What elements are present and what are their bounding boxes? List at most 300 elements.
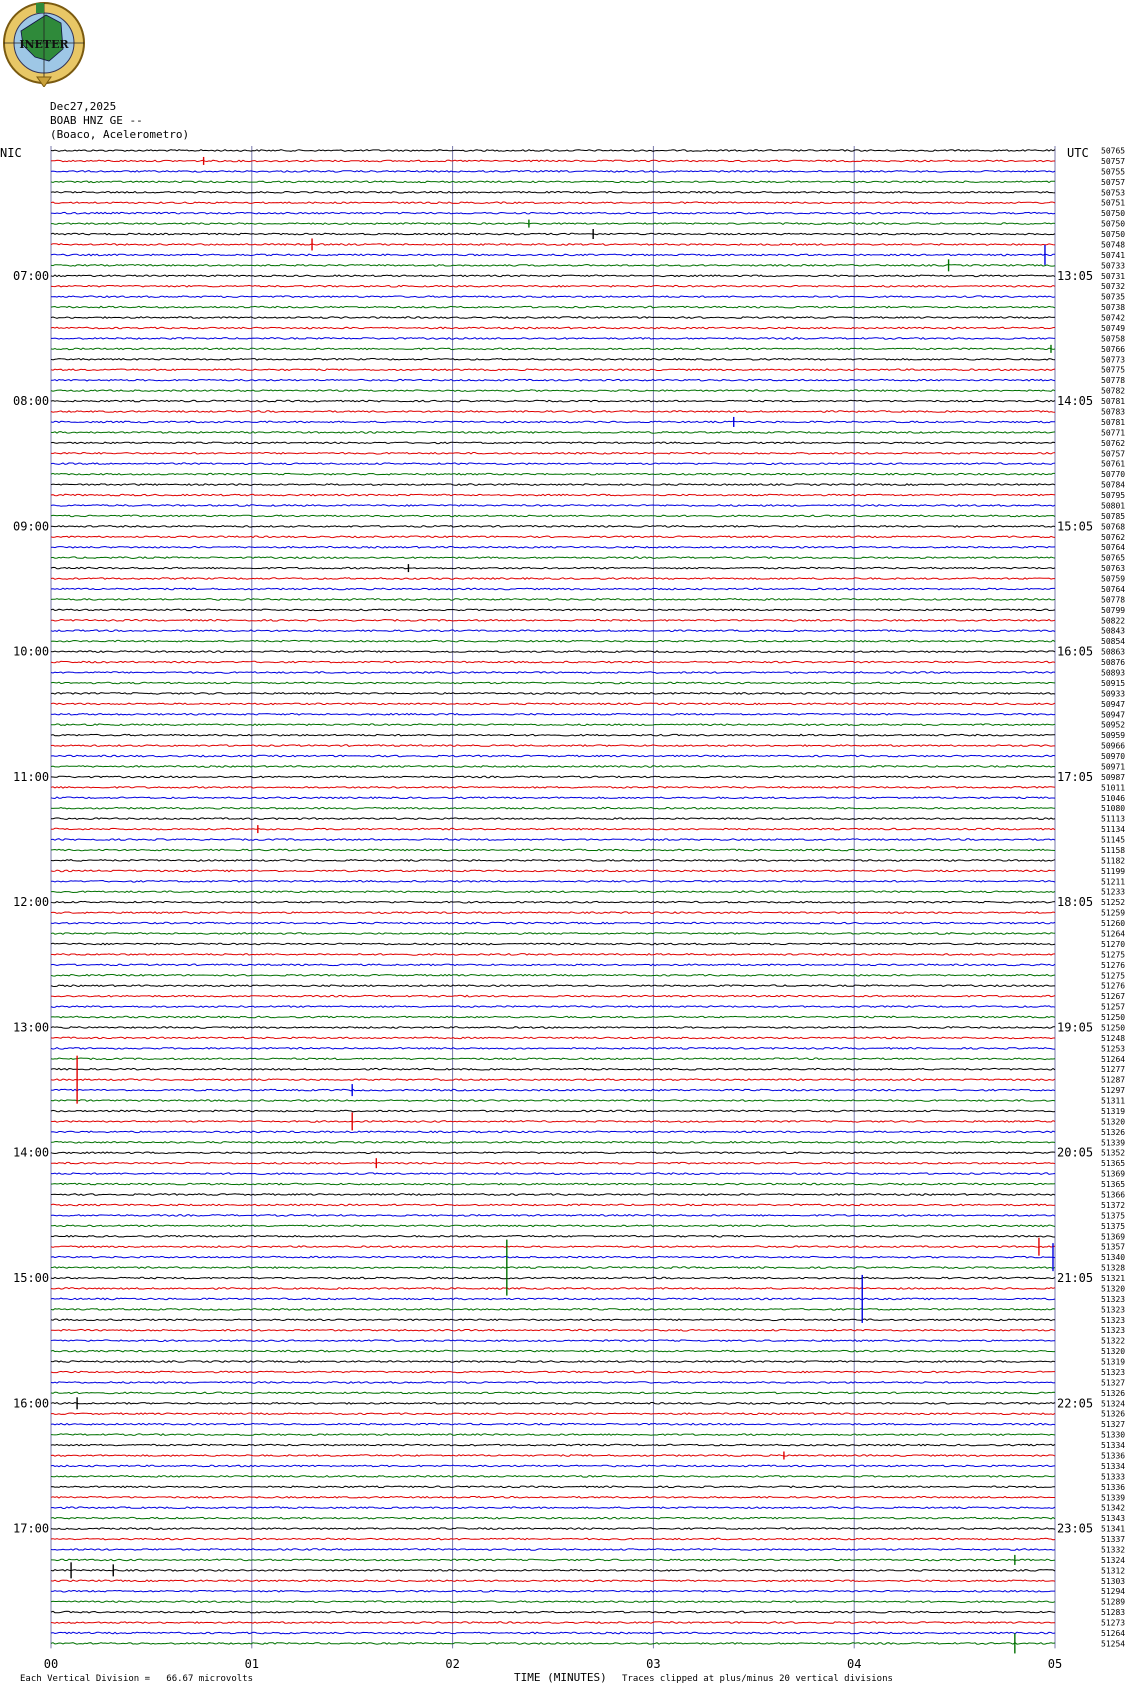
trace-row [51, 1434, 1055, 1436]
left-time-label: 08:00 [13, 394, 50, 409]
trace-row [51, 1611, 1055, 1613]
row-value: 51365 [1101, 1159, 1126, 1169]
row-value: 50947 [1101, 699, 1126, 709]
row-value: 51341 [1101, 1524, 1126, 1534]
trace-row [51, 1371, 1055, 1373]
trace-row [51, 171, 1055, 173]
x-axis-label: TIME (MINUTES) [514, 1671, 607, 1684]
trace-row [51, 1559, 1055, 1561]
left-time-label: 07:00 [13, 268, 50, 283]
trace-row [51, 1058, 1055, 1060]
row-value: 50755 [1101, 167, 1126, 177]
trace-row [51, 1183, 1055, 1185]
trace-row [51, 442, 1055, 444]
trace-row [51, 369, 1055, 371]
trace-row [51, 1225, 1055, 1227]
trace-row [51, 828, 1055, 830]
trace-row [51, 411, 1055, 413]
trace-row [51, 1079, 1055, 1081]
row-value: 50971 [1101, 762, 1126, 772]
trace-row [51, 1110, 1055, 1112]
row-value: 51327 [1101, 1378, 1126, 1388]
seismic-traces [51, 150, 1055, 1645]
left-time-label: 10:00 [13, 644, 50, 659]
trace-row [51, 505, 1055, 507]
row-value: 50799 [1101, 605, 1126, 615]
right-timezone-label: UTC [1067, 146, 1089, 160]
trace-row [51, 787, 1055, 789]
trace-row [51, 870, 1055, 872]
left-time-label: 15:00 [13, 1271, 50, 1286]
trace-row [51, 160, 1055, 162]
trace-row [51, 630, 1055, 632]
row-value: 51211 [1101, 877, 1126, 887]
right-time-label: 21:05 [1057, 1271, 1094, 1286]
trace-row [51, 693, 1055, 695]
row-value: 51334 [1101, 1461, 1126, 1471]
trace-row [51, 1194, 1055, 1196]
location-label: (Boaco, Acelerometro) [50, 128, 190, 141]
row-value: 50765 [1101, 553, 1126, 563]
trace-row [51, 285, 1055, 287]
trace-row [51, 1027, 1055, 1029]
trace-row [51, 348, 1055, 350]
left-time-label: 14:00 [13, 1145, 50, 1160]
seismic-events [71, 157, 1053, 1653]
trace-row [51, 661, 1055, 663]
row-value: 50915 [1101, 678, 1126, 688]
row-value: 50966 [1101, 741, 1126, 751]
row-value: 50854 [1101, 637, 1126, 647]
trace-row [51, 233, 1055, 235]
trace-row [51, 192, 1055, 194]
trace-row [51, 1350, 1055, 1352]
row-value: 50843 [1101, 626, 1126, 636]
row-value: 51320 [1101, 1347, 1126, 1357]
row-value: 51343 [1101, 1514, 1126, 1524]
row-value: 51158 [1101, 845, 1126, 855]
trace-row [51, 776, 1055, 778]
trace-row [51, 1256, 1055, 1258]
row-value: 51294 [1101, 1587, 1126, 1597]
clip-text: Traces clipped at plus/minus 20 vertical divisions [622, 1674, 893, 1684]
trace-row [51, 1361, 1055, 1363]
row-value: 51233 [1101, 887, 1126, 897]
trace-row [51, 849, 1055, 851]
row-value: 51365 [1101, 1180, 1126, 1190]
trace-row [51, 1236, 1055, 1238]
right-time-label: 19:05 [1057, 1020, 1094, 1035]
row-value: 50748 [1101, 240, 1126, 250]
row-value: 51267 [1101, 992, 1126, 1002]
row-value: 50738 [1101, 303, 1126, 313]
trace-row [51, 734, 1055, 736]
trace-row [51, 1528, 1055, 1530]
x-tick-label: 00 [43, 1657, 59, 1671]
trace-row [51, 1319, 1055, 1321]
trace-row [51, 1392, 1055, 1394]
row-value: 51319 [1101, 1106, 1126, 1116]
trace-row [51, 766, 1055, 768]
trace-row [51, 1068, 1055, 1070]
trace-row [51, 1142, 1055, 1144]
right-time-label: 14:05 [1057, 394, 1094, 409]
row-value: 51283 [1101, 1608, 1126, 1618]
trace-row [51, 244, 1055, 246]
trace-row [51, 745, 1055, 747]
trace-row [51, 181, 1055, 183]
row-value: 51321 [1101, 1274, 1126, 1284]
trace-row [51, 651, 1055, 653]
row-value: 50876 [1101, 658, 1126, 668]
row-value: 50785 [1101, 511, 1126, 521]
trace-row [51, 338, 1055, 340]
trace-row [51, 901, 1055, 903]
trace-row [51, 359, 1055, 361]
row-value: 50775 [1101, 365, 1126, 375]
left-time-label: 09:00 [13, 519, 50, 534]
trace-row [51, 682, 1055, 684]
trace-row [51, 1204, 1055, 1206]
trace-row [51, 1267, 1055, 1269]
trace-row [51, 1100, 1055, 1102]
right-time-label: 16:05 [1057, 644, 1094, 659]
row-value: 51326 [1101, 1127, 1126, 1137]
trace-row [51, 212, 1055, 214]
row-value: 51311 [1101, 1096, 1126, 1106]
trace-row [51, 317, 1055, 319]
trace-row [51, 526, 1055, 528]
row-value: 51134 [1101, 825, 1126, 835]
trace-row [51, 755, 1055, 757]
trace-row [51, 1173, 1055, 1175]
logo-text: INETER [19, 38, 69, 51]
trace-row [51, 881, 1055, 883]
row-value: 50762 [1101, 532, 1126, 542]
trace-row [51, 1016, 1055, 1018]
row-value: 50764 [1101, 543, 1126, 553]
trace-row [51, 1570, 1055, 1572]
left-time-label: 12:00 [13, 895, 50, 910]
row-value: 50970 [1101, 752, 1126, 762]
minute-gridlines [51, 146, 1055, 1648]
row-value: 51324 [1101, 1399, 1126, 1409]
trace-row [51, 1048, 1055, 1050]
trace-row [51, 1486, 1055, 1488]
trace-row [51, 484, 1055, 486]
trace-row [51, 473, 1055, 475]
trace-row [51, 515, 1055, 517]
trace-row [51, 306, 1055, 308]
row-value: 51327 [1101, 1420, 1126, 1430]
row-value: 51323 [1101, 1305, 1126, 1315]
left-time-label: 11:00 [13, 769, 50, 784]
trace-row [51, 1465, 1055, 1467]
trace-row [51, 536, 1055, 538]
row-value: 50947 [1101, 710, 1126, 720]
trace-row [51, 933, 1055, 935]
row-value: 50765 [1101, 146, 1126, 156]
trace-row [51, 818, 1055, 820]
row-value: 51250 [1101, 1023, 1126, 1033]
row-value: 50778 [1101, 376, 1126, 386]
row-value: 51323 [1101, 1326, 1126, 1336]
row-value: 51297 [1101, 1086, 1126, 1096]
row-value: 51046 [1101, 793, 1126, 803]
trace-row [51, 1622, 1055, 1624]
right-time-label: 23:05 [1057, 1521, 1094, 1536]
row-value: 51264 [1101, 1054, 1126, 1064]
row-value: 51337 [1101, 1535, 1126, 1545]
trace-row [51, 150, 1055, 152]
row-value: 51326 [1101, 1388, 1126, 1398]
x-tick-labels [44, 1657, 1062, 1671]
row-value: 51275 [1101, 971, 1126, 981]
trace-row [51, 1089, 1055, 1091]
row-value: 50987 [1101, 772, 1126, 782]
row-value: 51375 [1101, 1211, 1126, 1221]
trace-row [51, 421, 1055, 423]
row-value: 51357 [1101, 1242, 1126, 1252]
row-value: 50783 [1101, 407, 1126, 417]
trace-row [51, 1329, 1055, 1331]
left-time-label: 17:00 [13, 1521, 50, 1536]
trace-row [51, 995, 1055, 997]
trace-row [51, 1340, 1055, 1342]
row-value: 50742 [1101, 313, 1126, 323]
row-value: 51145 [1101, 835, 1126, 845]
row-value: 51326 [1101, 1409, 1126, 1419]
x-tick-label: 02 [445, 1657, 460, 1671]
row-value: 50749 [1101, 323, 1126, 333]
trace-row [51, 922, 1055, 924]
trace-row [51, 400, 1055, 402]
left-time-label: 13:00 [13, 1020, 50, 1035]
trace-row [51, 327, 1055, 329]
trace-row [51, 672, 1055, 674]
row-value: 50770 [1101, 470, 1126, 480]
row-value: 51080 [1101, 804, 1126, 814]
row-value: 51324 [1101, 1555, 1126, 1565]
right-time-label: 18:05 [1057, 895, 1094, 910]
row-value: 51248 [1101, 1033, 1126, 1043]
trace-row [51, 975, 1055, 977]
row-value: 51333 [1101, 1472, 1126, 1482]
row-value: 51323 [1101, 1367, 1126, 1377]
x-tick-label: 05 [1047, 1657, 1063, 1671]
row-value: 51277 [1101, 1065, 1126, 1075]
trace-row [51, 379, 1055, 381]
row-value: 51273 [1101, 1618, 1126, 1628]
row-value: 50782 [1101, 386, 1126, 396]
row-value: 51113 [1101, 814, 1126, 824]
trace-row [51, 724, 1055, 726]
trace-row [51, 1590, 1055, 1592]
trace-row [51, 254, 1055, 256]
row-value: 51252 [1101, 898, 1126, 908]
trace-row [51, 1444, 1055, 1446]
trace-row [51, 1423, 1055, 1425]
row-value: 51336 [1101, 1482, 1126, 1492]
trace-row [51, 1215, 1055, 1217]
row-value: 50781 [1101, 417, 1126, 427]
row-value: 51332 [1101, 1545, 1126, 1555]
trace-row [51, 1162, 1055, 1164]
trace-row [51, 1580, 1055, 1582]
row-value: 51260 [1101, 919, 1126, 929]
trace-row [51, 599, 1055, 601]
trace-row [51, 703, 1055, 705]
station-label: BOAB HNZ GE -- [50, 114, 143, 127]
scale-text: Each Vertical Division = 66.67 microvolts [20, 1674, 253, 1684]
row-value: 50759 [1101, 574, 1126, 584]
row-value: 51011 [1101, 783, 1126, 793]
row-value: 51319 [1101, 1357, 1126, 1367]
left-time-labels [13, 269, 49, 1536]
row-value: 50801 [1101, 501, 1126, 511]
trace-row [51, 202, 1055, 204]
trace-row [51, 546, 1055, 548]
row-value: 50750 [1101, 219, 1126, 229]
row-value: 51339 [1101, 1138, 1126, 1148]
row-value: 50757 [1101, 156, 1126, 166]
row-value: 50753 [1101, 188, 1126, 198]
row-value: 50762 [1101, 438, 1126, 448]
trace-row [51, 1121, 1055, 1123]
row-value: 50952 [1101, 720, 1126, 730]
row-value: 51336 [1101, 1451, 1126, 1461]
trace-row [51, 964, 1055, 966]
trace-row [51, 1517, 1055, 1519]
row-value: 50741 [1101, 250, 1126, 260]
trace-row [51, 714, 1055, 716]
row-value: 50757 [1101, 177, 1126, 187]
trace-row [51, 296, 1055, 298]
trace-row [51, 1382, 1055, 1384]
row-value: 51303 [1101, 1576, 1126, 1586]
trace-row [51, 223, 1055, 225]
trace-row [51, 463, 1055, 465]
trace-row [51, 1131, 1055, 1133]
row-value: 51199 [1101, 866, 1126, 876]
x-tick-label: 03 [646, 1657, 661, 1671]
row-value: 50778 [1101, 595, 1126, 605]
row-value: 50731 [1101, 271, 1126, 281]
row-value: 51253 [1101, 1044, 1126, 1054]
row-value: 50750 [1101, 230, 1126, 240]
row-value: 51322 [1101, 1336, 1126, 1346]
trace-row [51, 807, 1055, 809]
row-value: 50766 [1101, 344, 1126, 354]
trace-row [51, 1246, 1055, 1248]
right-time-label: 15:05 [1057, 519, 1094, 534]
row-value: 51352 [1101, 1148, 1126, 1158]
trace-row [51, 1403, 1055, 1405]
left-timezone-label: NIC [0, 146, 22, 160]
trace-row [51, 453, 1055, 455]
row-value: 50761 [1101, 459, 1126, 469]
trace-row [51, 275, 1055, 277]
row-value: 51257 [1101, 1002, 1126, 1012]
trace-row [51, 620, 1055, 622]
trace-row [51, 640, 1055, 642]
row-value: 50795 [1101, 491, 1126, 501]
row-value: 51369 [1101, 1232, 1126, 1242]
row-value: 51375 [1101, 1221, 1126, 1231]
trace-row [51, 1632, 1055, 1634]
trace-row [51, 1413, 1055, 1415]
row-value: 51320 [1101, 1117, 1126, 1127]
trace-row [51, 265, 1055, 267]
trace-row [51, 943, 1055, 945]
trace-row [51, 1507, 1055, 1509]
trace-row [51, 1538, 1055, 1540]
row-value: 51264 [1101, 929, 1126, 939]
trace-row [51, 1497, 1055, 1499]
row-value: 51275 [1101, 950, 1126, 960]
trace-row [51, 1643, 1055, 1645]
trace-row [51, 1601, 1055, 1603]
row-value: 50733 [1101, 261, 1126, 271]
row-value: 51259 [1101, 908, 1126, 918]
row-value: 51320 [1101, 1284, 1126, 1294]
row-value: 50771 [1101, 428, 1126, 438]
row-value: 51182 [1101, 856, 1126, 866]
right-time-label: 20:05 [1057, 1145, 1094, 1160]
trace-row [51, 494, 1055, 496]
row-value: 51328 [1101, 1263, 1126, 1273]
row-value: 50822 [1101, 616, 1126, 626]
row-value: 51372 [1101, 1200, 1126, 1210]
row-value: 50773 [1101, 355, 1126, 365]
row-value: 51323 [1101, 1294, 1126, 1304]
row-value: 51289 [1101, 1597, 1126, 1607]
row-value: 50750 [1101, 209, 1126, 219]
trace-row [51, 1277, 1055, 1279]
row-value: 51250 [1101, 1013, 1126, 1023]
left-time-label: 16:00 [13, 1396, 50, 1411]
trace-row [51, 912, 1055, 914]
trace-row [51, 1455, 1055, 1457]
trace-row [51, 1476, 1055, 1478]
trace-row [51, 1288, 1055, 1290]
date-label: Dec27,2025 [50, 100, 117, 113]
trace-row [51, 557, 1055, 559]
row-value: 51334 [1101, 1441, 1126, 1451]
trace-row [51, 567, 1055, 569]
trace-row [51, 588, 1055, 590]
row-value: 50863 [1101, 647, 1126, 657]
trace-row [51, 1152, 1055, 1154]
row-value: 51287 [1101, 1075, 1126, 1085]
trace-row [51, 839, 1055, 841]
row-value: 50735 [1101, 292, 1126, 302]
row-value: 51339 [1101, 1493, 1126, 1503]
right-time-label: 13:05 [1057, 268, 1094, 283]
row-value: 50959 [1101, 731, 1126, 741]
trace-row [51, 985, 1055, 987]
row-value: 50764 [1101, 584, 1126, 594]
row-value: 51264 [1101, 1628, 1126, 1638]
row-value: 51312 [1101, 1566, 1126, 1576]
trace-row [51, 1037, 1055, 1039]
right-time-labels [1057, 269, 1093, 1536]
trace-row [51, 432, 1055, 434]
row-value: 51330 [1101, 1430, 1126, 1440]
trace-row [51, 797, 1055, 799]
row-value: 51342 [1101, 1503, 1126, 1513]
row-value: 51276 [1101, 981, 1126, 991]
